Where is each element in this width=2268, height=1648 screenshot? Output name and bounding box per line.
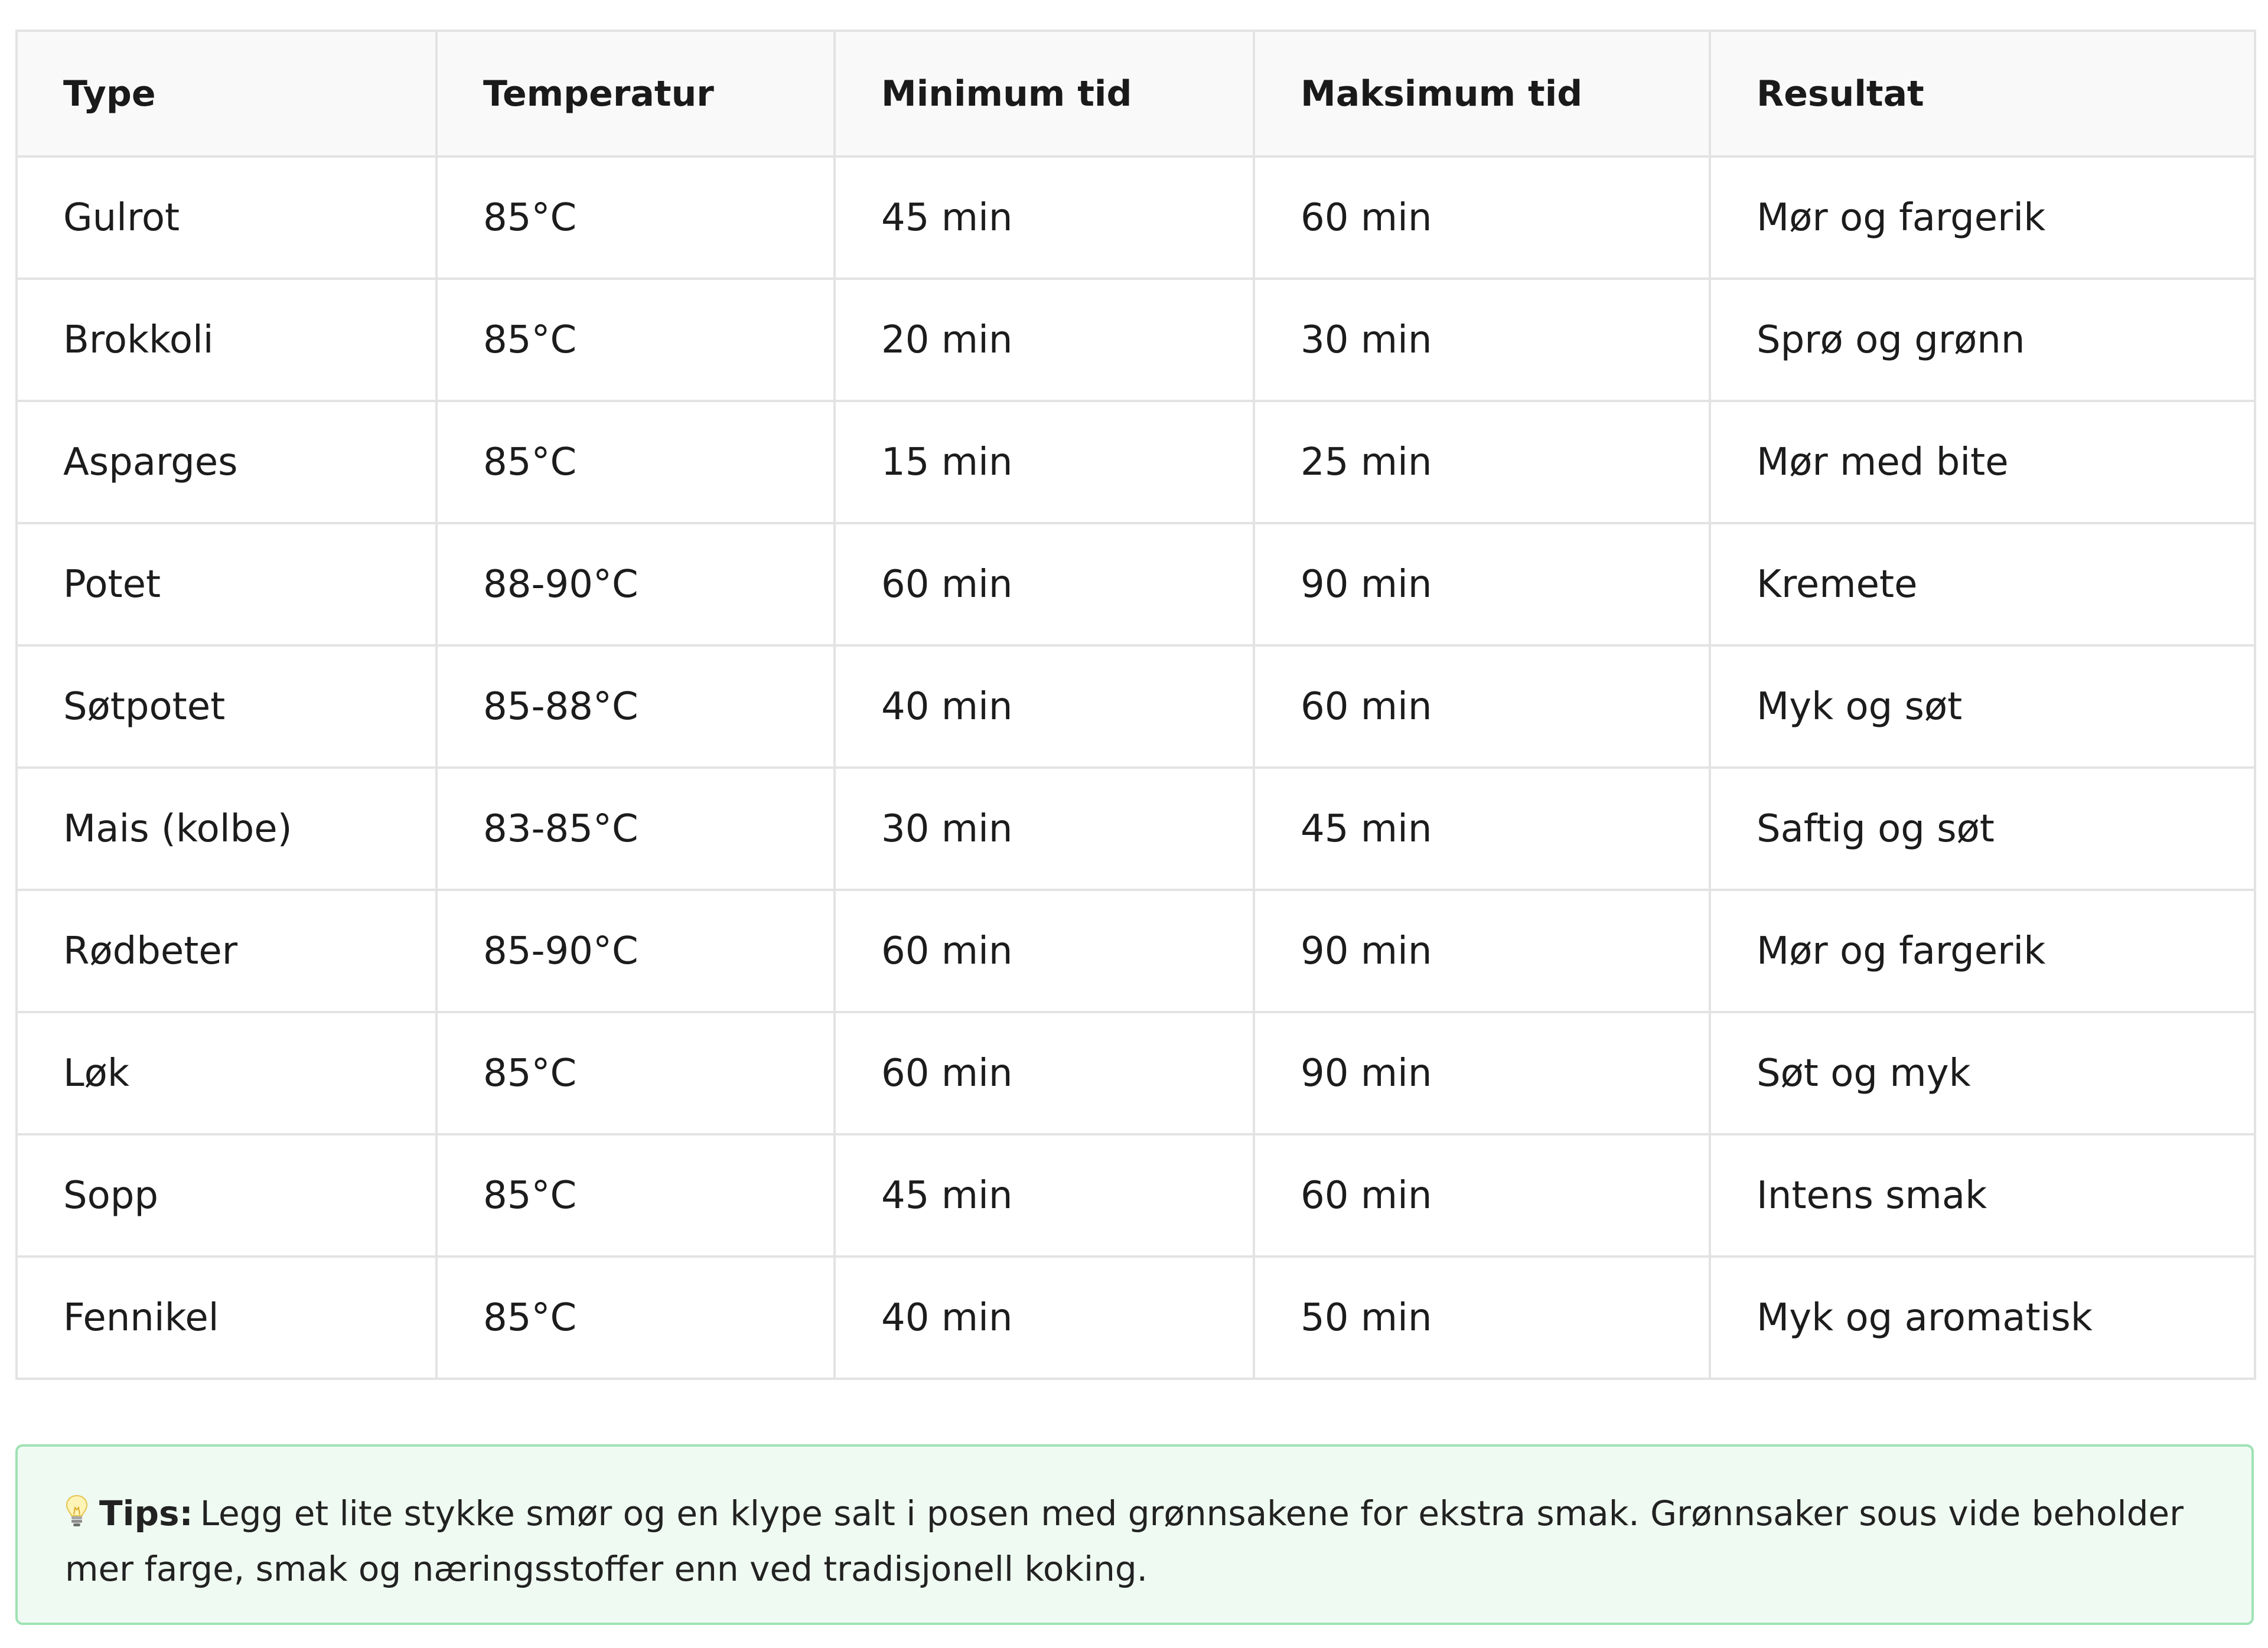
tips-text: Legg et lite stykke smør og en klype salt i posen med grønnsakene for ekstra smak. Grønnsaker sous vide beholder mer farge, smak og næringsstoffer enn ved tradisjonell koking. (65, 1493, 2184, 1589)
column-header-max-time: Maksimum tid (1254, 31, 1710, 156)
cell-max-time: 30 min (1254, 279, 1710, 401)
cell-type: Potet (17, 523, 436, 645)
cell-max-time: 50 min (1254, 1257, 1710, 1379)
column-header-result: Resultat (1710, 31, 2255, 156)
table-row (17, 1012, 2255, 1134)
cell-temperature: 83-85°C (436, 768, 835, 890)
cell-min-time: 30 min (835, 768, 1254, 890)
table-row (17, 401, 2255, 523)
cell-min-time: 45 min (835, 156, 1254, 279)
cell-max-time: 60 min (1254, 645, 1710, 768)
tips-label: Tips: (99, 1493, 193, 1533)
table-row (17, 279, 2255, 401)
cell-min-time: 60 min (835, 1012, 1254, 1134)
table-row (17, 645, 2255, 768)
table-body (17, 156, 2255, 1379)
column-header-temperature: Temperatur (436, 31, 835, 156)
table-row (17, 523, 2255, 645)
column-header-min-time: Minimum tid (835, 31, 1254, 156)
column-header-type: Type (17, 31, 436, 156)
cell-min-time: 20 min (835, 279, 1254, 401)
sous-vide-table-container (15, 30, 2254, 1380)
cell-result: Sprø og grønn (1710, 279, 2255, 401)
cell-result: Kremete (1710, 523, 2255, 645)
cell-type: Mais (kolbe) (17, 768, 436, 890)
table-row (17, 1257, 2255, 1379)
cell-type: Løk (17, 1012, 436, 1134)
cell-type: Sopp (17, 1134, 436, 1257)
cell-max-time: 25 min (1254, 401, 1710, 523)
cell-result: Myk og aromatisk (1710, 1257, 2255, 1379)
cell-type: Brokkoli (17, 279, 436, 401)
cell-temperature: 85-90°C (436, 890, 835, 1012)
cell-temperature: 85°C (436, 156, 835, 279)
table-row (17, 156, 2255, 279)
cell-result: Myk og søt (1710, 645, 2255, 768)
cell-min-time: 40 min (835, 645, 1254, 768)
cell-max-time: 90 min (1254, 890, 1710, 1012)
cell-result: Saftig og søt (1710, 768, 2255, 890)
cell-min-time: 60 min (835, 523, 1254, 645)
table-row (17, 890, 2255, 1012)
cell-temperature: 85°C (436, 279, 835, 401)
cell-temperature: 88-90°C (436, 523, 835, 645)
cell-result: Mør og fargerik (1710, 890, 2255, 1012)
cell-max-time: 45 min (1254, 768, 1710, 890)
table-header (17, 31, 2255, 156)
tips-callout (15, 1444, 2254, 1625)
cell-temperature: 85°C (436, 1134, 835, 1257)
table-row (17, 768, 2255, 890)
cell-max-time: 90 min (1254, 523, 1710, 645)
lightbulb-icon (65, 1488, 89, 1521)
cell-max-time: 60 min (1254, 156, 1710, 279)
table-header-row (17, 31, 2255, 156)
cell-result: Intens smak (1710, 1134, 2255, 1257)
cell-type: Søtpotet (17, 645, 436, 768)
cell-type: Rødbeter (17, 890, 436, 1012)
cell-type: Asparges (17, 401, 436, 523)
table-row (17, 1134, 2255, 1257)
cell-result: Søt og myk (1710, 1012, 2255, 1134)
cell-min-time: 60 min (835, 890, 1254, 1012)
cell-min-time: 15 min (835, 401, 1254, 523)
cell-result: Mør og fargerik (1710, 156, 2255, 279)
cell-temperature: 85°C (436, 1257, 835, 1379)
cell-temperature: 85-88°C (436, 645, 835, 768)
cell-type: Fennikel (17, 1257, 436, 1379)
cell-result: Mør med bite (1710, 401, 2255, 523)
cell-type: Gulrot (17, 156, 436, 279)
cell-temperature: 85°C (436, 401, 835, 523)
cell-max-time: 90 min (1254, 1012, 1710, 1134)
cell-min-time: 40 min (835, 1257, 1254, 1379)
cell-temperature: 85°C (436, 1012, 835, 1134)
cell-max-time: 60 min (1254, 1134, 1710, 1257)
cell-min-time: 45 min (835, 1134, 1254, 1257)
sous-vide-table (15, 30, 2256, 1380)
